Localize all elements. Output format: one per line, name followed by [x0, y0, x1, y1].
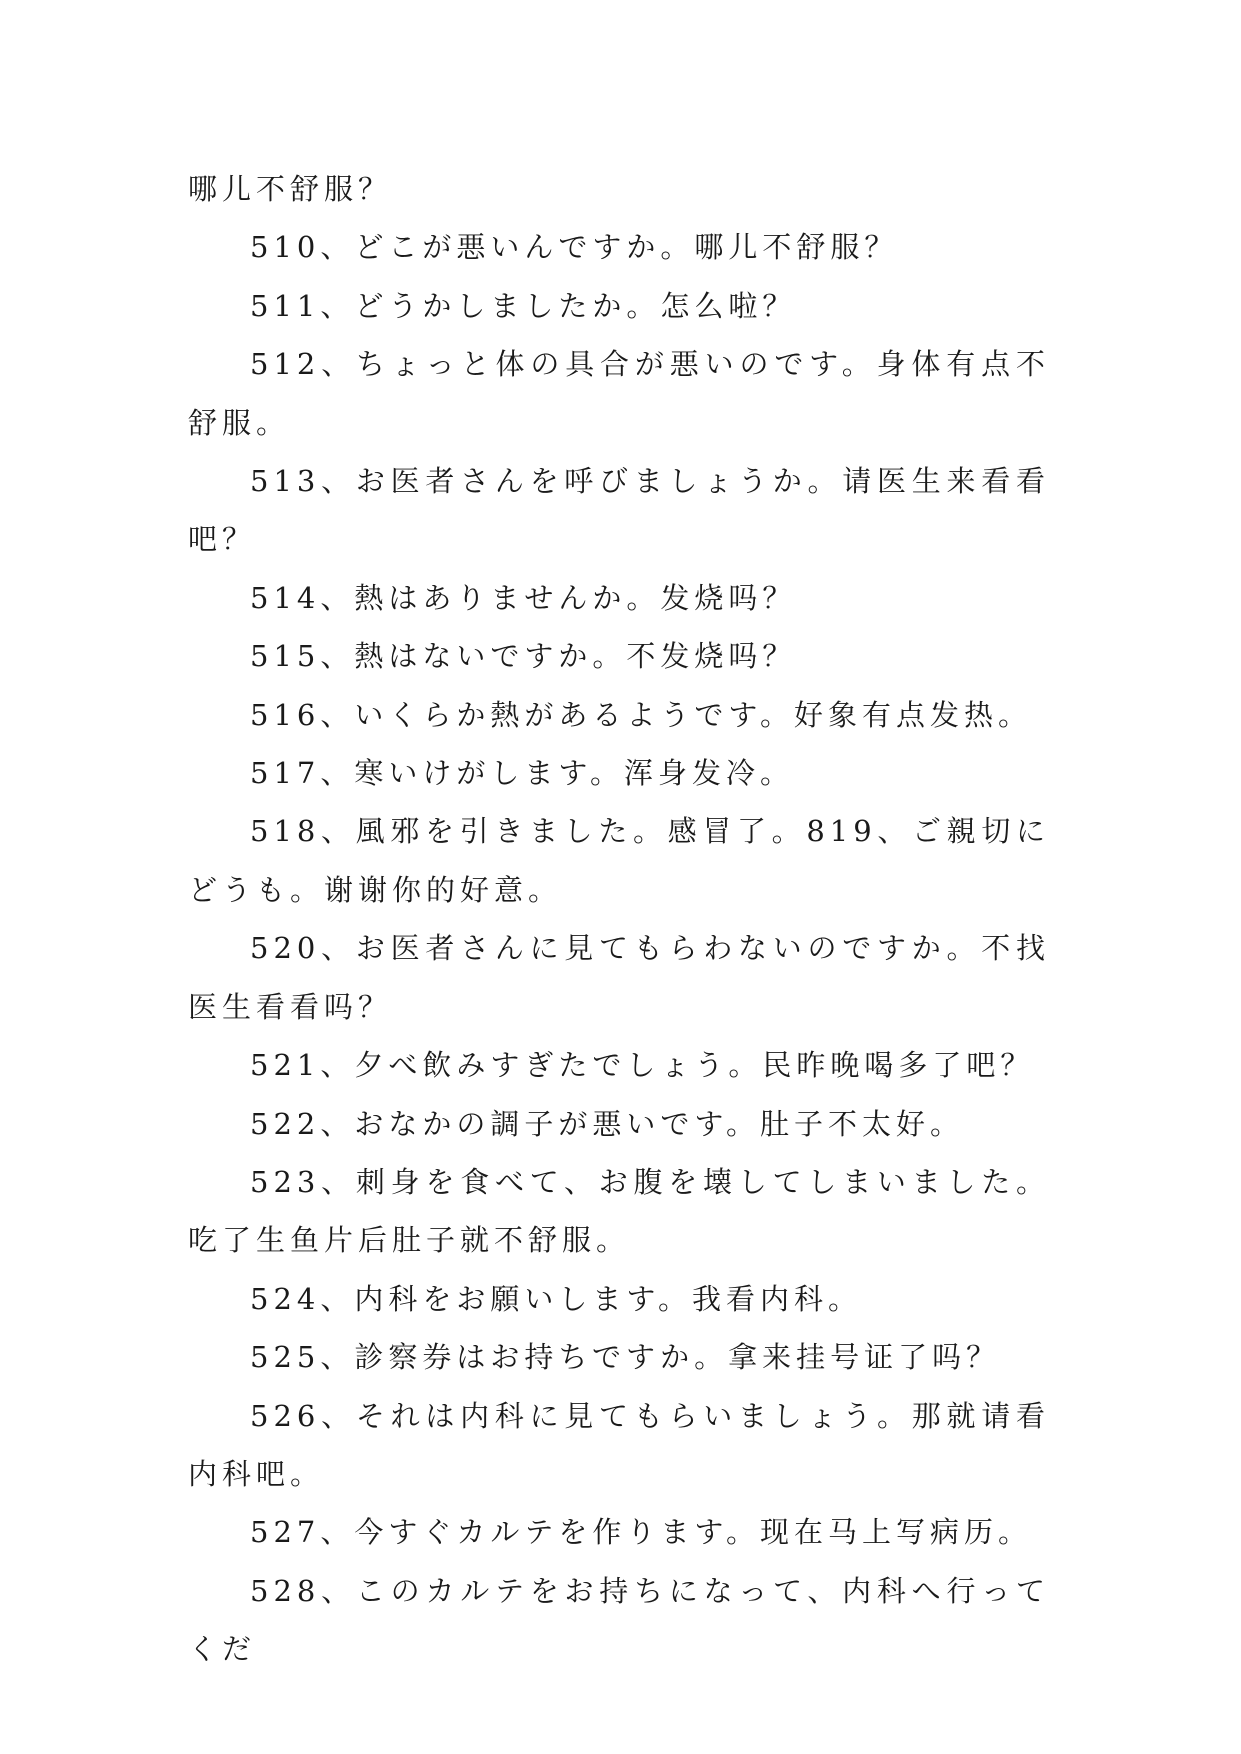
paragraph: 528、このカルテをお持ちになって、内科へ行ってくだ — [188, 1573, 1050, 1667]
paragraph: 525、診察券はお持ちですか。拿来挂号证了吗？ — [250, 1340, 1001, 1375]
paragraph: 521、夕べ飲みすぎたでしょう。民昨晚喝多了吧？ — [250, 1048, 1035, 1083]
paragraph: 522、おなかの調子が悪いです。肚子不太好。 — [250, 1106, 965, 1141]
paragraph: 511、どうかしましたか。怎么啦？ — [250, 288, 797, 323]
paragraph: 515、熱はないですか。不发烧吗？ — [250, 639, 797, 674]
paragraph: 512、ちょっと体の具合が悪いのです。身体有点不舒服。 — [188, 347, 1050, 440]
paragraph: 518、風邪を引きました。感冒了。819、ご親切にどうも。谢谢你的好意。 — [188, 814, 1050, 907]
paragraph: 516、いくらか熱があるようです。好象有点发热。 — [250, 697, 1033, 732]
paragraph: 517、寒いけがします。浑身发冷。 — [250, 756, 795, 791]
paragraph: 524、内科をお願いします。我看内科。 — [250, 1281, 863, 1316]
paragraph: 510、どこが悪いんですか。哪儿不舒服？ — [250, 230, 899, 265]
paragraph: 523、刺身を食べて、お腹を壊してしまいました。吃了生鱼片后肚子就不舒服。 — [188, 1164, 1050, 1258]
paragraph: 哪儿不舒服？ — [188, 172, 393, 206]
paragraph: 520、お医者さんに見てもらわないのですか。不找医生看看吗？ — [188, 931, 1050, 1024]
document-body — [188, 160, 1050, 1679]
paragraph: 513、お医者さんを呼びましょうか。请医生来看看吧？ — [188, 464, 1050, 557]
paragraph: 527、今すぐカルテを作ります。现在马上写病历。 — [250, 1515, 1033, 1550]
paragraph: 514、熱はありませんか。发烧吗？ — [250, 580, 797, 615]
paragraph: 526、それは内科に見てもらいましょう。那就请看内科吧。 — [188, 1398, 1050, 1491]
